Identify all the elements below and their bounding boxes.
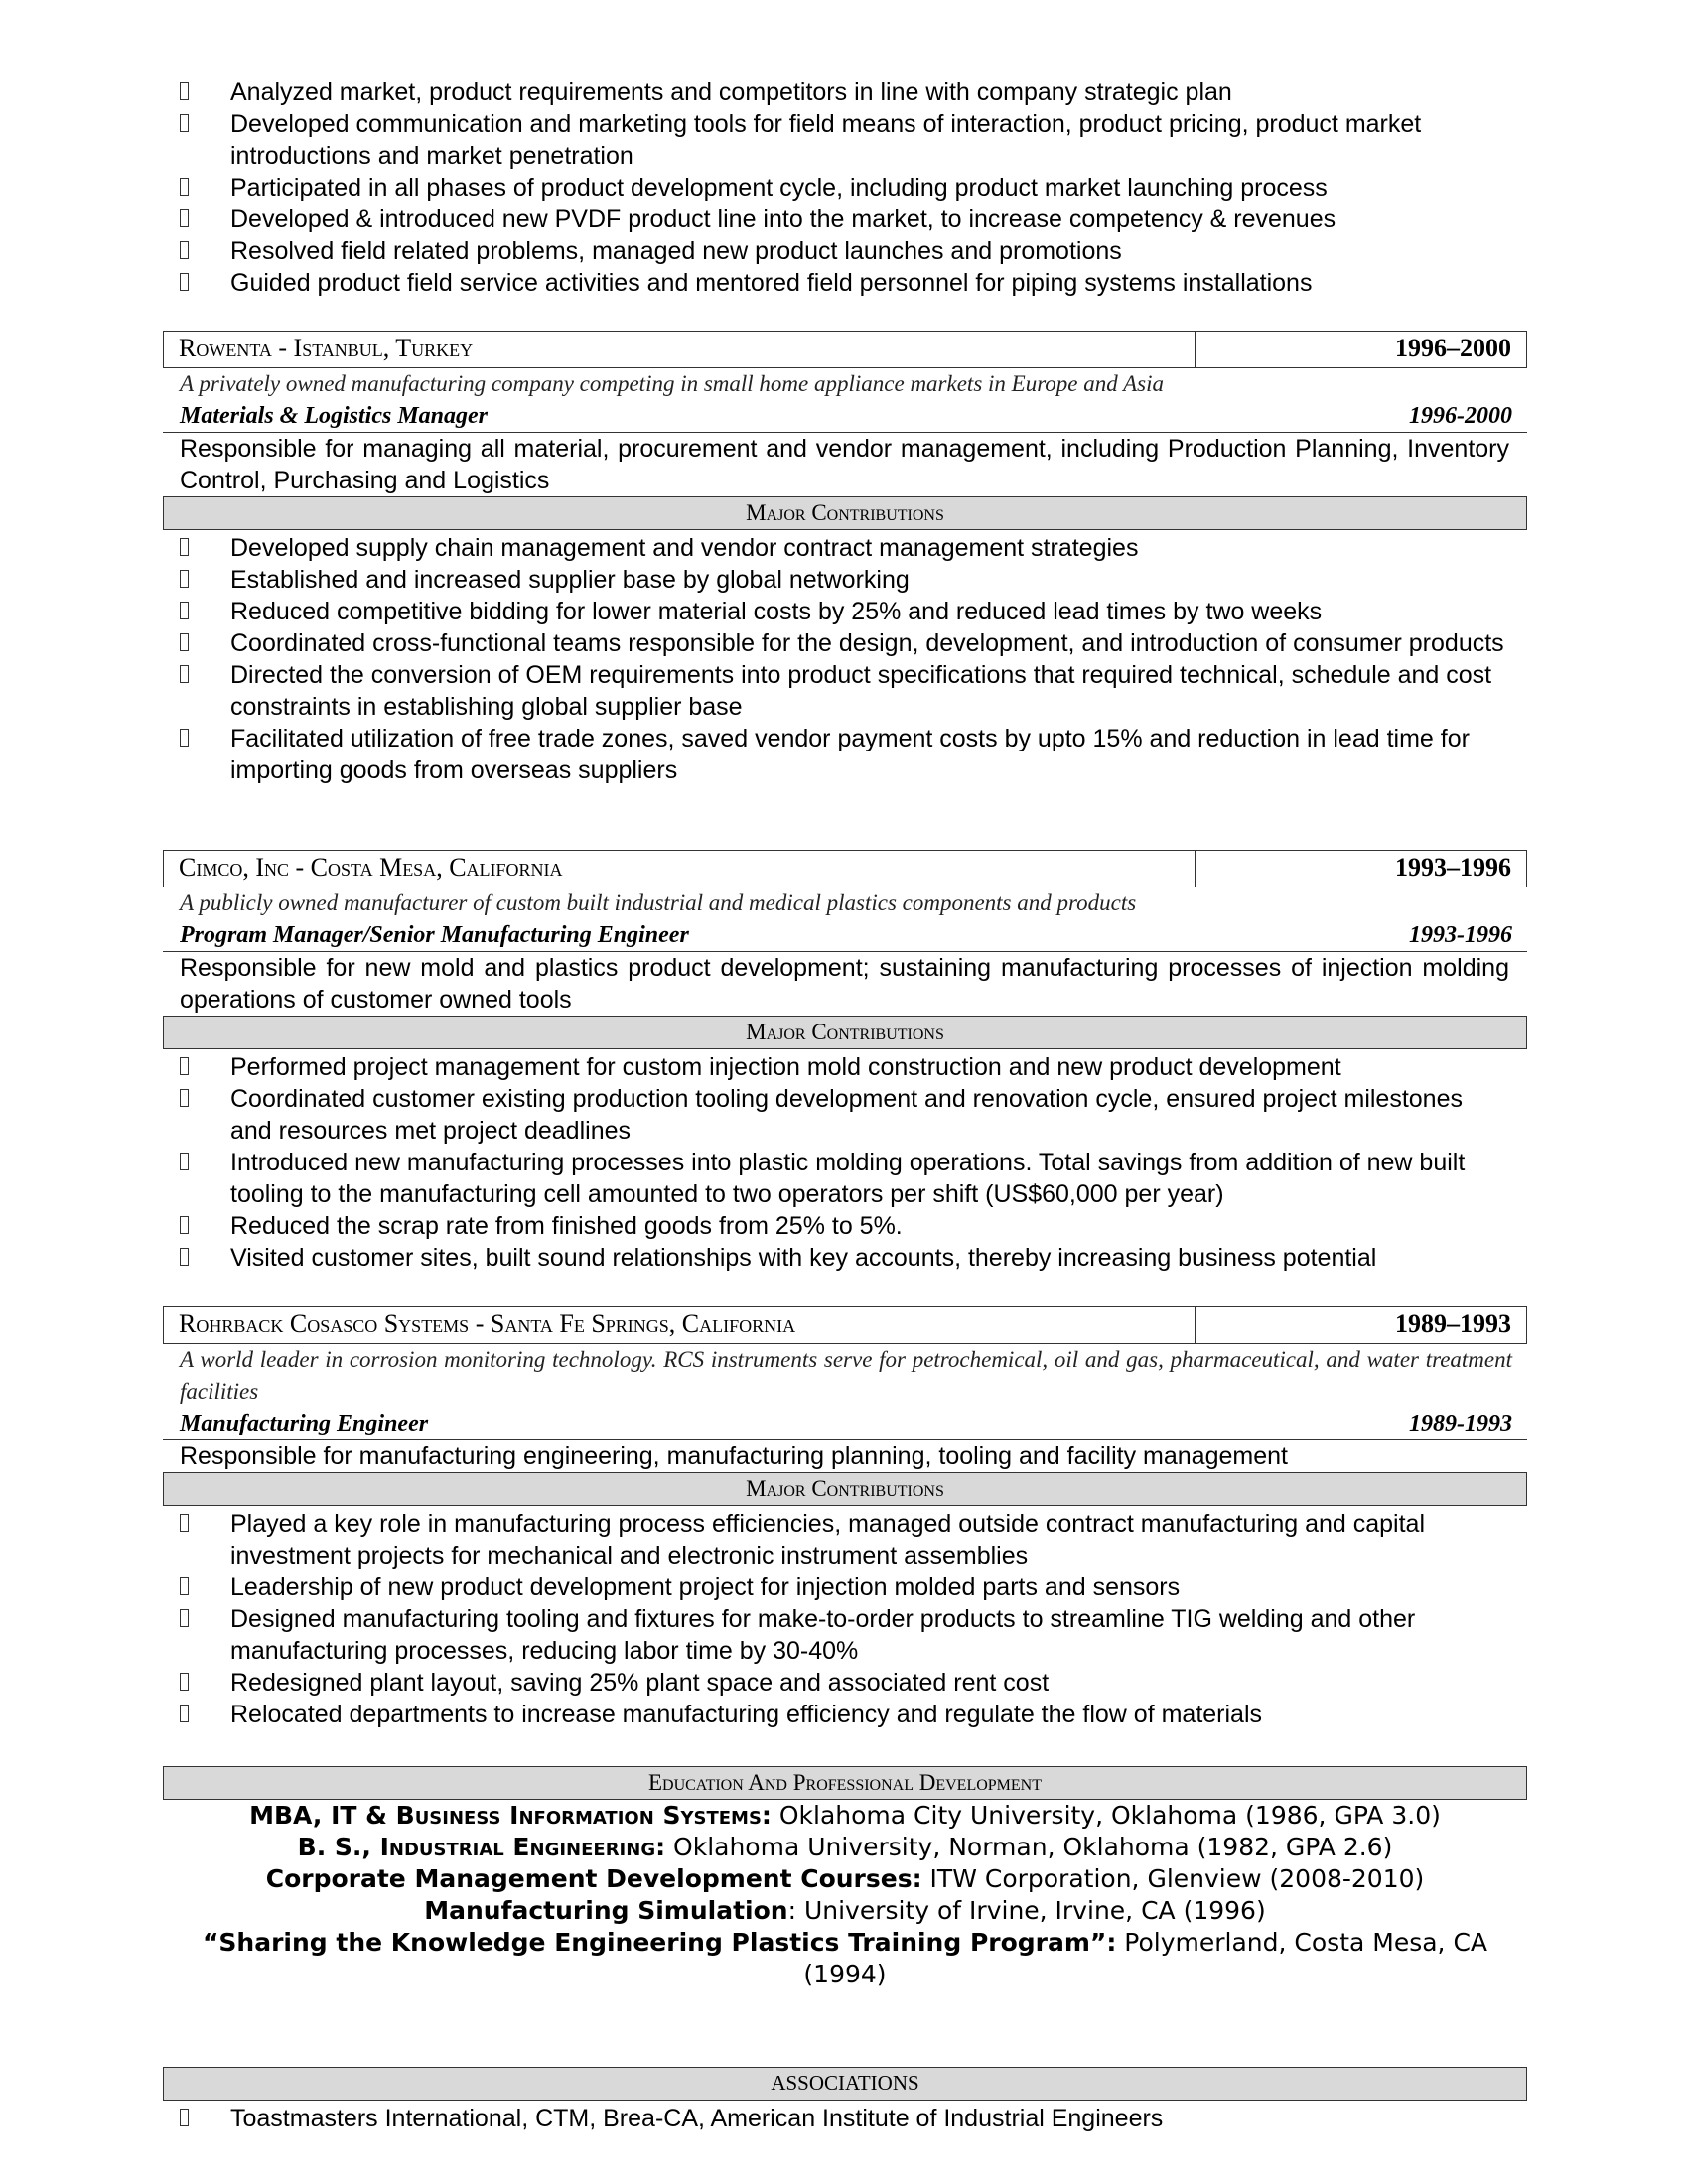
bullet-text: Facilitated utilization of free trade zones, saved vendor payment costs by upto 15% and reduction in lead time for importing goods from overseas suppliers — [230, 725, 1470, 784]
list-item — [163, 532, 1527, 564]
contributions-heading: Major Contributions — [163, 1016, 1527, 1049]
list-item — [163, 659, 1527, 723]
list-item — [163, 1051, 1527, 1083]
bullet-text: Introduced new manufacturing processes into plastic molding operations. Total savings from addition of new built tooling to the manufacturing cell amounted to two operators per shift (US$60,000 per year) — [230, 1149, 1466, 1208]
degree-name: Manufacturing Simulation — [424, 1896, 788, 1925]
list-item — [163, 235, 1527, 267]
bullet-icon — [180, 1248, 189, 1266]
degree-name: Corporate Management Development Courses: — [265, 1864, 922, 1893]
company-dates: 1996–2000 — [1395, 334, 1511, 362]
bullet-text: Visited customer sites, built sound relationships with key accounts, thereby increasing business potential — [230, 1244, 1377, 1272]
list-item — [163, 1603, 1527, 1667]
job-title-row — [163, 400, 1527, 433]
bullet-text: Guided product field service activities and mentored field personnel for piping systems installations — [230, 269, 1313, 297]
bullet-icon — [180, 602, 189, 619]
job-rohrback — [163, 1306, 1527, 1730]
list-item — [163, 1571, 1527, 1603]
bullet-icon — [180, 273, 189, 291]
job-dates: 1989-1993 — [1409, 1411, 1512, 1436]
bullet-icon — [180, 114, 189, 132]
degree-name: MBA, IT & Business Information Systems: — [249, 1801, 772, 1830]
bullet-text: Coordinated customer existing production tooling development and renovation cycle, ensured project milestones and resources met project deadlines — [230, 1085, 1463, 1145]
bullet-text: Played a key role in manufacturing process efficiencies, managed outside contract manufacturing and capital investment projects for mechanical and electronic instrument assemblies — [230, 1510, 1426, 1570]
bullet-icon — [180, 1673, 189, 1691]
bullet-text: Developed & introduced new PVDF product line into the market, to increase competency & revenues — [230, 205, 1336, 233]
associations-section — [163, 2067, 1527, 2134]
job-dates: 1993-1996 — [1409, 922, 1512, 948]
responsibility-text: Responsible for managing all material, procurement and vendor management, including Production Planning, Inventory Control, Purchasing and Logistics — [180, 435, 1509, 494]
job-dates: 1996-2000 — [1409, 403, 1512, 429]
list-item — [163, 204, 1527, 235]
list-item — [163, 172, 1527, 204]
bullet-text: Coordinated cross-functional teams responsible for the design, development, and introduction of consumer products — [230, 629, 1504, 657]
education-item — [163, 1927, 1527, 1990]
institution: ITW Corporation, Glenview (2008-2010) — [921, 1864, 1425, 1893]
company-dates: 1989–1993 — [1395, 1309, 1511, 1338]
bullet-text: Established and increased supplier base by global networking — [230, 566, 910, 594]
bullet-icon — [180, 209, 189, 227]
contributions-list — [163, 1051, 1527, 1274]
bullet-text: Participated in all phases of product development cycle, including product market launching process — [230, 174, 1328, 202]
responsibility-text: Responsible for new mold and plastics product development; sustaining manufacturing processes of injection molding operations of customer owned tools — [180, 954, 1509, 1014]
bullet-list — [163, 76, 1527, 299]
job-title: Manufacturing Engineer — [180, 1411, 429, 1436]
list-item — [163, 76, 1527, 108]
contributions-list — [163, 1508, 1527, 1730]
bullet-text: Reduced competitive bidding for lower material costs by 25% and reduced lead times by two weeks — [230, 598, 1323, 625]
company-dates: 1993–1996 — [1395, 853, 1511, 882]
company-header — [163, 331, 1527, 368]
list-item — [163, 627, 1527, 659]
bullet-icon — [180, 178, 189, 196]
company-description: A privately owned manufacturing company competing in small home appliance markets in Europe and Asia — [180, 371, 1164, 396]
bullet-text: Relocated departments to increase manufacturing efficiency and regulate the flow of materials — [230, 1701, 1263, 1728]
list-item — [163, 564, 1527, 596]
education-item — [163, 1832, 1527, 1863]
company-description: A publicly owned manufacturer of custom built industrial and medical plastics components and products — [180, 890, 1137, 915]
degree-name: “Sharing the Knowledge Engineering Plastics Training Program”: — [202, 1928, 1117, 1957]
education-item — [163, 1800, 1527, 1832]
list-item — [163, 108, 1527, 172]
list-item — [163, 723, 1527, 786]
bullet-icon — [180, 665, 189, 683]
company-header — [163, 1306, 1527, 1344]
education-item — [163, 1895, 1527, 1927]
bullet-icon — [180, 570, 189, 588]
list-item — [163, 1699, 1527, 1730]
company-description: A world leader in corrosion monitoring technology. RCS instruments serve for petrochemical, oil and gas, pharmaceutical, and water treatment facilities — [180, 1347, 1512, 1404]
institution: Oklahoma City University, Oklahoma (1986, GPA 3.0) — [771, 1801, 1441, 1830]
bullet-icon — [180, 1514, 189, 1532]
bullet-icon — [180, 2109, 189, 2126]
education-list — [163, 1800, 1527, 1990]
associations-heading: ASSOCIATIONS — [163, 2067, 1527, 2101]
contributions-list — [163, 532, 1527, 786]
list-item — [163, 2103, 1527, 2134]
bullet-icon — [180, 1705, 189, 1722]
job-title: Program Manager/Senior Manufacturing Engineer — [180, 922, 689, 948]
bullet-icon — [180, 1577, 189, 1595]
list-item — [163, 596, 1527, 627]
list-item — [163, 1508, 1527, 1571]
responsibility-text: Responsible for manufacturing engineering, manufacturing planning, tooling and facility management — [180, 1442, 1288, 1470]
company-header — [163, 850, 1527, 887]
list-item — [163, 1242, 1527, 1274]
bullet-icon — [180, 729, 189, 747]
bullet-text: Reduced the scrap rate from finished goods from 25% to 5%. — [230, 1212, 903, 1240]
bullet-icon — [180, 538, 189, 556]
bullet-text: Redesigned plant layout, saving 25% plant space and associated rent cost — [230, 1669, 1050, 1697]
contributions-heading: Major Contributions — [163, 496, 1527, 530]
job-rowenta — [163, 331, 1527, 786]
bullet-text: Designed manufacturing tooling and fixtures for make-to-order products to streamline TIG welding and other manufacturing processes, reducing labor time by 30-40% — [230, 1605, 1416, 1665]
bullet-icon — [180, 82, 189, 100]
bullet-icon — [180, 1057, 189, 1075]
top-bullets-section — [163, 76, 1527, 299]
institution: Polymerland, Costa Mesa, CA (1994) — [803, 1928, 1488, 1988]
job-title-row — [163, 919, 1527, 952]
company-name: Rohrback Cosasco Systems - Santa Fe Springs, California — [164, 1307, 1196, 1343]
bullet-text: Resolved field related problems, managed new product launches and promotions — [230, 237, 1122, 265]
list-item — [163, 1147, 1527, 1210]
bullet-text: Developed communication and marketing tools for field means of interaction, product pricing, product market introductions and market penetration — [230, 110, 1422, 170]
list-item — [163, 1667, 1527, 1699]
bullet-text: Developed supply chain management and vendor contract management strategies — [230, 534, 1139, 562]
company-name: Cimco, Inc - Costa Mesa, California — [164, 851, 1196, 887]
bullet-text: Leadership of new product development project for injection molded parts and sensors — [230, 1573, 1181, 1601]
degree-name: B. S., Industrial Engineering: — [297, 1833, 666, 1861]
company-name: Rowenta - Istanbul, Turkey — [164, 332, 1196, 367]
education-heading: Education And Professional Development — [163, 1766, 1527, 1800]
bullet-icon — [180, 1216, 189, 1234]
institution: : University of Irvine, Irvine, CA (1996) — [787, 1896, 1266, 1925]
bullet-icon — [180, 241, 189, 259]
bullet-icon — [180, 1089, 189, 1107]
contributions-heading: Major Contributions — [163, 1472, 1527, 1506]
list-item — [163, 267, 1527, 299]
bullet-icon — [180, 1609, 189, 1627]
associations-list — [163, 2103, 1527, 2134]
bullet-icon — [180, 633, 189, 651]
job-title-row — [163, 1408, 1527, 1440]
education-item — [163, 1863, 1527, 1895]
bullet-icon — [180, 1153, 189, 1170]
bullet-text: Directed the conversion of OEM requirements into product specifications that required technical, schedule and cost constraints in establishing global supplier base — [230, 661, 1492, 721]
bullet-text: Performed project management for custom injection mold construction and new product development — [230, 1053, 1341, 1081]
bullet-text: Analyzed market, product requirements and competitors in line with company strategic plan — [230, 78, 1232, 106]
institution: Oklahoma University, Norman, Oklahoma (1982, GPA 2.6) — [665, 1833, 1393, 1861]
list-item — [163, 1210, 1527, 1242]
bullet-text: Toastmasters International, CTM, Brea-CA, American Institute of Industrial Engineers — [230, 2105, 1164, 2132]
job-cimco — [163, 850, 1527, 1274]
list-item — [163, 1083, 1527, 1147]
education-section — [163, 1766, 1527, 1990]
job-title: Materials & Logistics Manager — [180, 403, 489, 429]
